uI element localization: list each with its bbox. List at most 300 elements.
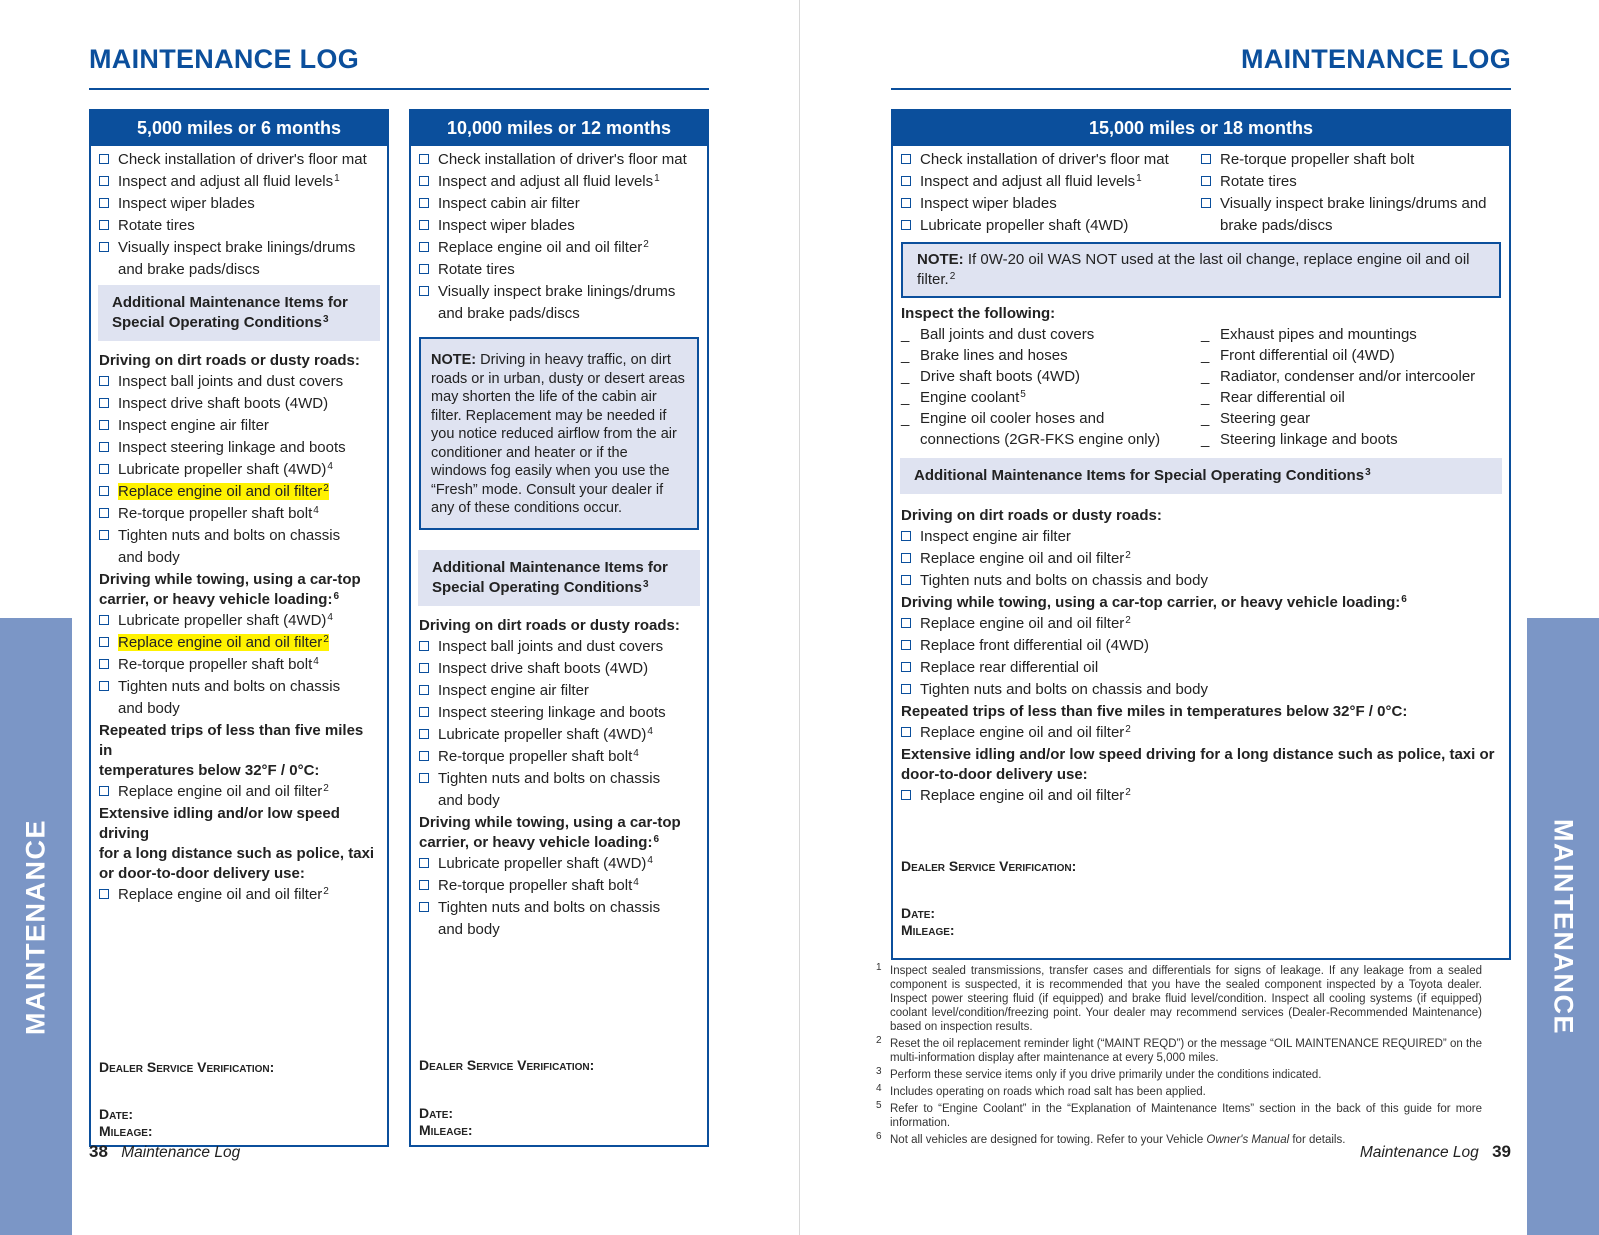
checkbox[interactable] <box>99 615 109 625</box>
checkbox[interactable] <box>419 641 429 651</box>
checkbox[interactable] <box>419 198 429 208</box>
bullet-dash: _ <box>1201 410 1210 427</box>
checkbox[interactable] <box>419 902 429 912</box>
checkbox[interactable] <box>901 640 911 650</box>
item-text: Re-torque propeller shaft bolt <box>118 656 313 673</box>
item-text: Inspect and adjust all fluid levels <box>118 173 334 190</box>
checklist-item <box>901 635 1501 657</box>
item-text-continued: brake pads/discs <box>1220 217 1333 234</box>
checklist-item <box>1201 171 1501 193</box>
special-conditions-banner: Additional Maintenance Items for Special Operating Conditions$^3$ <box>98 285 380 341</box>
checklist <box>419 853 699 941</box>
item-text: Check installation of driver's floor mat <box>920 151 1169 168</box>
bullet-dash: _ <box>1201 368 1210 385</box>
bullet-dash: _ <box>901 347 910 364</box>
checklist-item <box>99 884 379 906</box>
checkbox[interactable] <box>901 684 911 694</box>
item-text: Replace rear differential oil <box>920 659 1099 676</box>
checklist-item <box>419 237 699 259</box>
item-text: Lubricate propeller shaft (4WD) <box>438 854 647 872</box>
checkbox[interactable] <box>419 264 429 274</box>
checkbox[interactable] <box>99 198 109 208</box>
checkbox[interactable] <box>1201 198 1211 208</box>
item-text: Check installation of driver's floor mat <box>118 151 367 168</box>
footnote-ref: 4 <box>633 747 639 759</box>
checklist-item <box>901 149 1201 171</box>
item-text: Visually inspect brake linings/drums <box>118 239 356 256</box>
checkbox[interactable] <box>1201 154 1211 164</box>
checkbox[interactable] <box>99 486 109 496</box>
interval-5000-box <box>89 109 389 1147</box>
footnote-ref: 4 <box>327 461 333 472</box>
checklist-item <box>419 897 699 941</box>
bullet-dash: _ <box>1201 347 1210 364</box>
footnote-text: Not all vehicles are designed for towing. Refer to your Vehicle <box>890 1134 1207 1146</box>
item-text: Check installation of driver's floor mat <box>438 151 687 168</box>
checkbox[interactable] <box>99 376 109 386</box>
checklist <box>901 149 1201 237</box>
item-text: Replace engine oil and oil filter <box>920 615 1125 632</box>
checklist-item <box>99 503 379 525</box>
item-text: Tighten nuts and bolts on chassis <box>438 898 661 916</box>
checklist <box>901 526 1501 592</box>
checkbox[interactable] <box>901 727 911 737</box>
inspection-item <box>901 366 1201 387</box>
item-text: Rotate tires <box>438 261 515 278</box>
footnote-text: Owner's Manual <box>1206 1134 1290 1146</box>
bullet-dash: _ <box>1201 431 1210 448</box>
checkbox[interactable] <box>99 637 109 647</box>
condition-heading: Extensive idling and/or low speed driving for a long distance such as police, taxi or door-to-door delivery use: <box>99 805 375 882</box>
checklist <box>99 781 379 803</box>
footnote-ref: 2 <box>1125 724 1131 735</box>
footnote-number: 2 <box>876 1035 882 1046</box>
item-text: Lubricate propeller shaft (4WD) <box>920 217 1129 234</box>
item-text-continued: and body <box>118 549 180 566</box>
item-text: Inspect ball joints and dust covers <box>438 637 664 655</box>
item-text: Replace engine oil and oil filter <box>118 634 323 651</box>
footnote-text: Refer to “Engine Coolant” in the “Explanation of Maintenance Items” section in the back of this guide for more information. <box>890 1103 1482 1129</box>
dealer-service-verification: Dealer Service Verification: <box>419 1057 595 1073</box>
checklist-item <box>901 785 1501 807</box>
checkbox[interactable] <box>99 398 109 408</box>
footnote-number: 5 <box>876 1100 882 1111</box>
item-text: Inspect wiper blades <box>920 195 1057 212</box>
footnote <box>876 1037 1482 1065</box>
item-text: Rotate tires <box>1220 173 1297 190</box>
item-text: Replace engine oil and oil filter <box>118 483 323 500</box>
dealer-service-verification: Dealer Service Verification: <box>99 1059 275 1075</box>
item-text: Replace engine oil and oil filter <box>118 886 323 903</box>
condition-heading: Repeated trips of less than five miles in temperatures below 32°F / 0°C: <box>901 703 1408 720</box>
item-text: Rear differential oil <box>1220 389 1345 406</box>
interval-15000-box <box>891 109 1511 960</box>
checkbox[interactable] <box>901 176 911 186</box>
item-text: Inspect engine air filter <box>438 681 589 699</box>
checklist <box>1201 149 1501 237</box>
checkbox[interactable] <box>419 176 429 186</box>
checklist-item <box>99 171 379 193</box>
item-text: Lubricate propeller shaft (4WD) <box>438 725 647 743</box>
checklist-item <box>901 548 1501 570</box>
checkbox[interactable] <box>99 176 109 186</box>
item-text: Rotate tires <box>118 217 195 234</box>
checklist-item <box>901 613 1501 635</box>
footnote-ref: 2 <box>323 783 329 794</box>
checklist-item <box>419 215 699 237</box>
checkbox[interactable] <box>419 685 429 695</box>
item-text: Re-torque propeller shaft bolt <box>438 876 633 894</box>
checklist-item <box>419 149 699 171</box>
checkbox[interactable] <box>99 420 109 430</box>
title-rule-left <box>89 88 709 90</box>
condition-heading: Repeated trips of less than five miles in temperatures below 32°F / 0°C: <box>99 722 364 779</box>
inspection-item <box>901 387 1201 408</box>
checkbox[interactable] <box>419 707 429 717</box>
footnote <box>876 964 1482 1034</box>
item-text: Front differential oil (4WD) <box>1220 347 1395 364</box>
item-text: Replace engine oil and oil filter <box>920 550 1125 567</box>
checklist-item <box>99 459 379 481</box>
checklist <box>99 149 379 281</box>
condition-heading: Driving on dirt roads or dusty roads: <box>901 507 1162 524</box>
checklist-item <box>99 193 379 215</box>
item-text: Tighten nuts and bolts on chassis and body <box>920 572 1208 589</box>
checklist-item <box>419 171 699 193</box>
footnote-ref: 4 <box>647 725 653 737</box>
footnote-number: 1 <box>876 962 882 973</box>
item-text: Lubricate propeller shaft (4WD) <box>118 461 327 478</box>
page-number: 39 <box>1492 1142 1511 1161</box>
item-text: Tighten nuts and bolts on chassis and body <box>920 681 1208 698</box>
footnote-ref: 2 <box>1125 787 1131 798</box>
date-label: Date: <box>901 905 936 921</box>
checklist-item <box>99 676 379 720</box>
checklist-item <box>419 281 699 325</box>
footnote-ref: 4 <box>647 854 653 866</box>
footnote-ref: 2 <box>323 886 329 897</box>
item-text-continued: and brake pads/discs <box>118 261 260 278</box>
item-text: Radiator, condenser and/or intercooler <box>1220 368 1476 385</box>
title-rule-right <box>891 88 1511 90</box>
checkbox[interactable] <box>1201 176 1211 186</box>
footnote-number: 3 <box>876 1066 882 1077</box>
footnotes <box>876 964 1482 1150</box>
item-text: Replace engine oil and oil filter <box>920 787 1125 804</box>
footnote-number: 6 <box>876 1131 882 1142</box>
item-text: Tighten nuts and bolts on chassis <box>118 527 341 544</box>
item-text: Inspect drive shaft boots (4WD) <box>438 659 649 677</box>
item-text: Tighten nuts and bolts on chassis <box>438 769 661 787</box>
checklist-item <box>901 215 1201 237</box>
checklist-item <box>99 437 379 459</box>
item-text: Brake lines and hoses <box>920 347 1068 364</box>
inspection-item <box>1201 408 1501 429</box>
checkbox[interactable] <box>901 154 911 164</box>
item-text: Steering linkage and boots <box>1220 431 1398 448</box>
footnote-ref: 1 <box>1136 173 1142 184</box>
inspection-item <box>1201 387 1501 408</box>
checkbox[interactable] <box>99 242 109 252</box>
checklist-item <box>901 193 1201 215</box>
checklist-item <box>99 654 379 676</box>
condition-heading: Extensive idling and/or low speed driving for a long distance such as police, taxi or door-to-door delivery use: <box>901 746 1495 783</box>
checkbox[interactable] <box>99 508 109 518</box>
inspection-item <box>1201 345 1501 366</box>
item-text: Engine coolant <box>920 389 1020 406</box>
checklist-item <box>419 658 699 680</box>
note-box: NOTE: Driving in heavy traffic, on dirt roads or in urban, dusty or desert areas may shorten the life of the cabin air filter. Replacement may be needed if you notice reduced airflow from the air conditioner and heater or if the windows fog easily when you use the “Fresh” mode. Consult your dealer if any of these conditions occur. <box>419 337 699 530</box>
checkbox[interactable] <box>99 659 109 669</box>
footnote-ref: 4 <box>313 505 319 516</box>
checklist-item <box>419 193 699 215</box>
checkbox[interactable] <box>99 220 109 230</box>
checkbox[interactable] <box>901 575 911 585</box>
interval-header: 10,000 miles or 12 months <box>411 111 707 146</box>
checklist-item <box>901 722 1501 744</box>
checklist <box>901 722 1501 744</box>
checkbox[interactable] <box>419 242 429 252</box>
bullet-dash: _ <box>901 410 910 427</box>
checkbox[interactable] <box>901 553 911 563</box>
mileage-label: Mileage: <box>419 1122 473 1138</box>
footnote <box>876 1102 1482 1130</box>
checklist-item <box>1201 149 1501 171</box>
bullet-dash: _ <box>901 368 910 385</box>
checklist-item <box>99 237 379 281</box>
footnote-text: Reset the oil replacement reminder light (“MAINT REQD”) or the message “OIL MAINTENANCE REQUIRED” on the multi-information display after maintenance at every 5,000 miles. <box>890 1038 1482 1064</box>
item-text: Inspect cabin air filter <box>438 195 580 212</box>
inspection-item <box>901 345 1201 366</box>
section-tab-label: MAINTENANCE <box>20 818 51 1035</box>
checkbox[interactable] <box>419 751 429 761</box>
item-text: Lubricate propeller shaft (4WD) <box>118 612 327 629</box>
footnote-text: Includes operating on roads which road salt has been applied. <box>890 1086 1206 1098</box>
checkbox[interactable] <box>99 442 109 452</box>
checkbox[interactable] <box>99 681 109 691</box>
checkbox[interactable] <box>99 464 109 474</box>
checklist-item <box>1201 193 1501 237</box>
section-tab-label: MAINTENANCE <box>1548 818 1579 1035</box>
page-footer-right <box>1360 1142 1511 1162</box>
checklist <box>419 636 699 812</box>
condition-heading: Driving on dirt roads or dusty roads: <box>99 352 360 369</box>
inspection-item <box>1201 429 1501 450</box>
item-text: Visually inspect brake linings/drums and <box>1220 195 1487 212</box>
checkbox[interactable] <box>419 220 429 230</box>
condition-heading: Driving while towing, using a car-top carrier, or heavy vehicle loading:$^6$ <box>419 813 681 851</box>
checklist <box>419 149 699 325</box>
item-text: Inspect drive shaft boots (4WD) <box>118 395 329 412</box>
checkbox[interactable] <box>99 530 109 540</box>
mileage-label: Mileage: <box>901 922 955 938</box>
special-conditions-banner: Additional Maintenance Items for Special Operating Conditions$^3$ <box>900 458 1502 494</box>
item-text: Re-torque propeller shaft bolt <box>438 747 633 765</box>
checklist-item <box>901 679 1501 701</box>
page-label: Maintenance Log <box>121 1144 241 1161</box>
checkbox[interactable] <box>419 729 429 739</box>
item-text: Engine oil cooler hoses and <box>920 410 1105 427</box>
condition-heading: Driving while towing, using a car-top carrier, or heavy vehicle loading:$^6$ <box>99 571 361 608</box>
checkbox[interactable] <box>901 662 911 672</box>
item-text: Inspect ball joints and dust covers <box>118 373 344 390</box>
checkbox[interactable] <box>419 773 429 783</box>
checklist-item <box>419 875 699 897</box>
page-number: 38 <box>89 1142 108 1161</box>
bullet-dash: _ <box>1201 326 1210 343</box>
item-text: Replace engine oil and oil filter <box>438 239 643 256</box>
checkbox[interactable] <box>901 220 911 230</box>
footnote-ref: 4 <box>633 876 639 888</box>
footnote-ref: 1 <box>654 173 660 184</box>
item-text: Tighten nuts and bolts on chassis <box>118 678 341 695</box>
page-footer-left <box>89 1142 240 1162</box>
item-text: Inspect steering linkage and boots <box>118 439 346 456</box>
footnote-ref: 2 <box>323 634 329 645</box>
item-text: Inspect steering linkage and boots <box>438 703 666 721</box>
footnote-ref: 2 <box>323 483 329 494</box>
note-box: NOTE: If 0W-20 oil WAS NOT used at the last oil change, replace engine oil and oil filter.$^2$ <box>901 242 1501 298</box>
dealer-service-verification: Dealer Service Verification: <box>901 858 1077 874</box>
inspection-list <box>1201 324 1501 450</box>
footnote-ref: 5 <box>1020 389 1026 400</box>
page-spine <box>799 0 800 1235</box>
item-text: Replace engine oil and oil filter <box>920 724 1125 741</box>
item-text: Inspect and adjust all fluid levels <box>920 173 1136 190</box>
footnote-text: Perform these service items only if you drive primarily under the conditions indicated. <box>890 1069 1322 1081</box>
item-text: Inspect engine air filter <box>118 417 269 434</box>
inspection-list <box>901 324 1201 450</box>
page-label: Maintenance Log <box>1359 1144 1479 1161</box>
special-conditions-banner: Additional Maintenance Items for Special Operating Conditions$^3$ <box>418 550 700 606</box>
item-text-continued: and body <box>438 791 500 809</box>
checklist-item <box>419 636 699 658</box>
footnote-number: 4 <box>876 1083 882 1094</box>
page-title-left: MAINTENANCE LOG <box>89 44 359 74</box>
footnote-text: for details. <box>1289 1134 1346 1146</box>
date-label: Date: <box>419 1105 454 1121</box>
checklist <box>99 610 379 720</box>
item-text: Inspect wiper blades <box>118 195 255 212</box>
interval-header: 15,000 miles or 18 months <box>893 111 1509 146</box>
checklist-item <box>99 149 379 171</box>
footnote-ref: 4 <box>313 656 319 667</box>
checkbox[interactable] <box>99 154 109 164</box>
item-text: Steering gear <box>1220 410 1311 427</box>
checklist-item <box>419 702 699 724</box>
item-text: Inspect engine air filter <box>920 528 1071 545</box>
mileage-label: Mileage: <box>99 1123 153 1139</box>
footnote-ref: 4 <box>327 612 333 623</box>
page-title-right: MAINTENANCE LOG <box>1241 44 1511 74</box>
checklist-item <box>901 171 1201 193</box>
checklist-item <box>99 610 379 632</box>
checkbox[interactable] <box>419 880 429 890</box>
interval-header: 5,000 miles or 6 months <box>91 111 387 146</box>
footnote-ref: 2 <box>1125 550 1131 561</box>
item-text-continued: connections (2GR-FKS engine only) <box>920 431 1161 448</box>
footnote-ref: 2 <box>1125 615 1131 626</box>
footnote <box>876 1085 1482 1099</box>
condition-heading: Driving while towing, using a car-top carrier, or heavy vehicle loading:$^6$ <box>901 594 1407 611</box>
item-text: Drive shaft boots (4WD) <box>920 368 1081 385</box>
checklist-item <box>99 781 379 803</box>
checkbox[interactable] <box>901 790 911 800</box>
item-text: Re-torque propeller shaft bolt <box>1220 151 1415 168</box>
checkbox[interactable] <box>419 154 429 164</box>
inspection-item <box>901 408 1201 450</box>
checklist-item <box>99 393 379 415</box>
item-text: Visually inspect brake linings/drums <box>438 283 676 300</box>
footnote <box>876 1068 1482 1082</box>
item-text: Re-torque propeller shaft bolt <box>118 505 313 522</box>
checklist-item <box>99 632 379 654</box>
item-text: Replace engine oil and oil filter <box>118 783 323 800</box>
checkbox[interactable] <box>419 663 429 673</box>
checklist-item <box>99 415 379 437</box>
item-text: Exhaust pipes and mountings <box>1220 326 1417 343</box>
checklist <box>99 371 379 569</box>
item-text: Inspect wiper blades <box>438 217 575 234</box>
checklist <box>99 884 379 906</box>
checkbox[interactable] <box>901 618 911 628</box>
checklist-item <box>901 657 1501 679</box>
checkbox[interactable] <box>419 286 429 296</box>
item-text: Inspect and adjust all fluid levels <box>438 173 654 190</box>
checkbox[interactable] <box>901 531 911 541</box>
checkbox[interactable] <box>419 858 429 868</box>
checklist-item <box>99 481 379 503</box>
checkbox[interactable] <box>99 889 109 899</box>
footnote-ref: 2 <box>643 239 649 250</box>
condition-heading: Driving on dirt roads or dusty roads: <box>419 616 680 634</box>
item-text-continued: and brake pads/discs <box>438 305 580 322</box>
inspection-item <box>901 324 1201 345</box>
item-text: Ball joints and dust covers <box>920 326 1095 343</box>
checkbox[interactable] <box>901 198 911 208</box>
checklist-item <box>901 526 1501 548</box>
bullet-dash: _ <box>1201 389 1210 406</box>
checklist-item <box>419 680 699 702</box>
section-tab-left <box>0 618 72 1235</box>
inspection-item <box>1201 324 1501 345</box>
footnote-ref: 1 <box>334 173 340 184</box>
interval-10000-box <box>409 109 709 1147</box>
checklist-item <box>419 768 699 812</box>
checklist-item <box>419 724 699 746</box>
section-tab-right <box>1527 618 1599 1235</box>
checklist-item <box>419 746 699 768</box>
checklist-item <box>419 259 699 281</box>
checklist-item <box>99 525 379 569</box>
checklist-item <box>901 570 1501 592</box>
checklist-item <box>99 215 379 237</box>
checklist <box>901 785 1501 807</box>
checklist <box>901 613 1501 701</box>
bullet-dash: _ <box>901 326 910 343</box>
footnote-text: Inspect sealed transmissions, transfer cases and differentials for signs of leakage. If any leakage from a sealed component is suspected, it is recommended that you have the sealed component inspected by a Toyota dealer. Inspect power steering fluid (if equipped) and brake fluid level/condition. Inspect all cooling systems (if equipped) coolant level/condition/freezing point. Your dealer may recommend services (Dealer-Recommended Maintenance) based on inspection results. <box>890 965 1482 1033</box>
item-text: Replace front differential oil (4WD) <box>920 637 1149 654</box>
inspect-heading: Inspect the following: <box>901 305 1056 322</box>
item-text-continued: and body <box>118 700 180 717</box>
checklist-item <box>99 371 379 393</box>
checkbox[interactable] <box>99 786 109 796</box>
item-text-continued: and body <box>438 920 500 938</box>
bullet-dash: _ <box>901 389 910 406</box>
date-label: Date: <box>99 1106 134 1122</box>
inspection-item <box>1201 366 1501 387</box>
checklist-item <box>419 853 699 875</box>
